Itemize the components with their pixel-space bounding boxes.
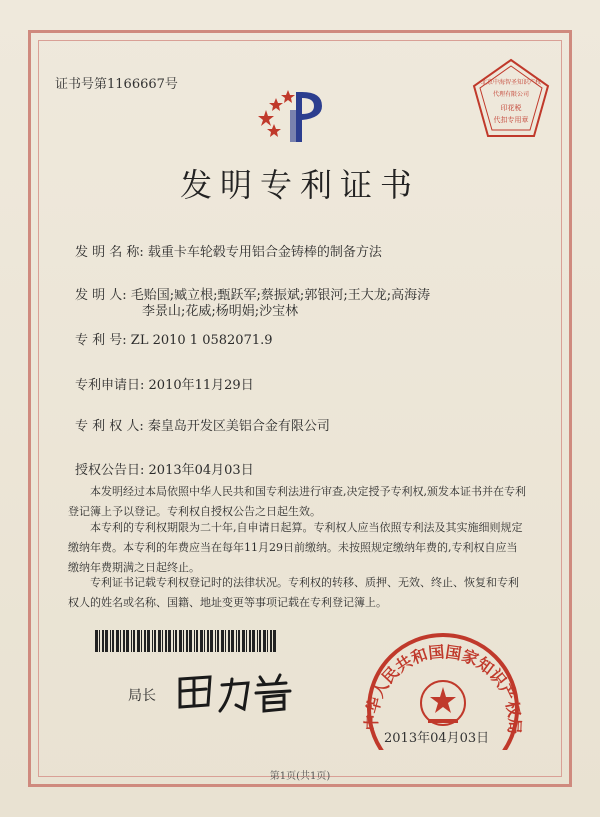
patentee-field: [75, 415, 330, 434]
paragraph-grant: 本发明经过本局依照中华人民共和国专利法进行审查,决定授予专利权,颁发本证书并在专利登记簿上予以登记。专利权自授权公告之日起生效。: [68, 485, 526, 518]
page-number: 第1页(共1页): [269, 771, 331, 782]
svg-text:代理有限公司: 代理有限公司: [492, 91, 530, 98]
invention-name-field: [75, 241, 382, 260]
certificate-number: 证书号第1166667号: [55, 77, 178, 92]
paragraph-legal-status: 专利证书记载专利权登记时的法律状况。专利权的转移、质押、无效、终止、恢复和专利权人的姓名或名称、国籍、地址变更等事项记载在专利登记簿上。: [68, 576, 519, 609]
announcement-date-value: 2013年04月03日: [148, 463, 254, 478]
patentee-label: 专 利 权 人:: [75, 419, 144, 434]
barcode-icon: [95, 630, 277, 652]
director-label: 局长: [128, 688, 156, 704]
announcement-date-label: 授权公告日:: [75, 463, 145, 478]
patent-number-label: 专 利 号:: [75, 333, 127, 348]
patent-number-field: [75, 329, 273, 348]
svg-text:北京中海智圣知识产权: 北京中海智圣知识产权: [480, 79, 542, 86]
inventors-label: 发 明 人:: [75, 288, 127, 303]
announcement-date-field: [75, 459, 254, 478]
director-signature: [160, 665, 310, 717]
application-date-value: 2010年11月29日: [148, 378, 254, 393]
application-date-label: 专利申请日:: [75, 378, 145, 393]
agency-tax-stamp: [468, 56, 554, 142]
seal-date: 2013年04月03日: [384, 731, 490, 746]
inventors-value-line1: 毛贻国;臧立根;甄跃军;蔡振斌;郭银河;王大龙;高海涛: [130, 288, 431, 303]
inventors-value-line2: 李景山;花威;杨明娟;沙宝林: [142, 304, 299, 319]
paragraph-term: 本专利的专利权期限为二十年,自申请日起算。专利权人应当依照专利法及其实施细则规定缴纳年费。本专利的年费应当在每年11月29日前缴纳。未按照规定缴纳年费的,专利权自应当缴纳年费期满之日起终止。: [68, 521, 523, 574]
svg-text:代扣专用章: 代扣专用章: [493, 116, 529, 124]
svg-text:印花税: 印花税: [500, 104, 522, 112]
svg-text:中华人民共和国国家知识产权局: 中华人民共和国国家知识产权局: [361, 642, 525, 735]
patentee-value: 秦皇岛开发区美铝合金有限公司: [147, 419, 330, 434]
invention-name-label: 发 明 名 称:: [75, 245, 144, 260]
document-title: 发明专利证书: [179, 166, 420, 204]
invention-name-value: 载重卡车轮毂专用铝合金铸棒的制备方法: [147, 245, 382, 260]
application-date-field: [75, 374, 254, 393]
patent-office-logo-icon: [256, 80, 336, 150]
patent-number-value: ZL 2010 1 0582071.9: [130, 333, 273, 348]
